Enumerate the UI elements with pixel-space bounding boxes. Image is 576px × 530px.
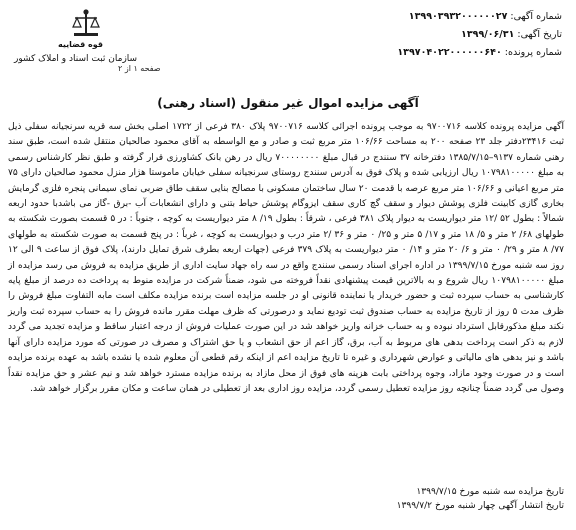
page-indicator: صفحه ۱ از ۲ [118,64,161,73]
file-number: ۱۳۹۷۰۴۰۲۲۰۰۰۰۰۰۶۴۰ [397,47,502,58]
ad-number-label: شماره آگهی: [510,11,562,22]
file-number-label: شماره پرونده: [504,47,562,58]
organization-logo [8,6,168,68]
document-body [8,120,564,397]
ad-date-label: تاریخ آگهی: [517,29,562,40]
ad-date: ۱۳۹۹/۰۶/۳۱ [461,29,515,40]
file-number-row [342,44,562,62]
document-footer [397,485,564,513]
auction-date-line: تاریخ مزایده سه شنبه مورخ ۱۳۹۹/۷/۱۵ [416,487,564,497]
organization-name: سازمان ثبت اسناد و املاک کشور [14,54,138,64]
ad-number-row [342,8,562,26]
body-paragraph: آگهی مزایده پرونده کلاسه ۹۷۰۰۷۱۶ به موجب پرونده اجرائی کلاسه ۹۷۰۰۷۱۶ پلاک ۳۸۰ فرعی از ۱۷۲۲ اصلی بخش سه قریه سرنجیانه سفلی ذیل ثبت ۲۳۴۱۶دفتر جلد ۲۳ صفحه ۲۰۰ به مساحت ۱۰۶/۶۶ متر مربع ثبت و صادر و مع الواسطه به آقای محمود صالحیان منتقل شده است، طبق سند رهنی شماره ۹۱۳۷–۱۳۸۵/۷/۱۵ دفترخانه ۳۷ سنندج در قبال مبلغ ۷۰۰۰۰۰۰۰۰ ریال در رهن بانک کشاورزی قرار گرفته و طبق نظر کارشناس رسمی به مبلغ ۱۰۷۹۸۱۰۰۰۰۰ ریال ارزیابی شده و پلاک فوق به آدرس سنندج روستای سرنجیانه سفلی خیابان ماموستا هژار منزل محمود صالحیان دارای ۷۵ متر مربع اعیانی و ۱۰۶/۶۶ متر مربع عرصه با قدمت ۲۰ سال ساختمان مسکونی با مصالح بنایی سقف طاق ضربی نمای سیمانی پنجره فلزی گرمایش بخاری گازی کابینت فلزی پوشش دیوار و سقف گچ کاری سقف ایزوگام پوشش حیاط بتنی و دارای انشعابات آب -برق -گاز می باشدبا حدود اربعه شمالاً : بطول ۵۲ /۱۲ متر دیواریست به دیوار پلاک ۳۸۱ فرعی ، شرقاً : بطول ۱۹/ ۸ متر دیواریست به کوچه ، جنوباً : در ۵ قسمت بصورت شکسته به طولهای ۶۸/ ۲ متر و ۵/ ۱۸ متر و ۱۷/ ۵ متر و ۲۵/ ۰ متر و ۳۶ /۲ متر درب و دیواریست به کوچه ، غرباً : در پنج قسمت به صورت شکسته به طولهای ۷۷/ ۸ متر و ۲۹/ ۰ متر و ۶/ ۲۰ متر و ۱۴/ ۰ متر دیواریست به پلاک ۳۷۹ فرعی (جهات اربعه بطرف شرق تمایل دارند)، پلاک فوق از ساعت ۹ الی ۱۲ روز سه شنبه مورخ ۱۳۹۹/۷/۱۵ در اداره اجرای اسناد رسمی سنندج واقع در سه راه جهاد سایت اداری از طریق مزایده به فروش می رسد مزایده از مبلغ ۱۰۷۹۸۱۰۰۰۰۰ ریال شروع و به بالاترین قیمت پیشنهادی نقداً فروخته می شود، ضمناً شرکت در مزایده منوط به پرداخت ده درصد از مبلغ پایه کارشناسی به حساب سپرده ثبت و حضور خریدار یا نماینده قانونی او در جلسه مزایده است برنده مزایده مکلف است مابه التفاوت مبلغ فروش را ظرف مدت ۵ روز از تاریخ مزایده به حساب صندوق ثبت تودیع نماید و درصورتی که ظرف مهلت مقرر مانده فروش را به حساب سپرده ثبت واریز نکند مبلغ مذکورقابل استرداد نبوده و به حساب خزانه واریز خواهد شد در این صورت عملیات فروش از درجه اعتبار ساقط و مزایده تجدید می گردد لازم به ذکر است پرداخت بدهی های مربوط به آب، برق، گاز اعم از حق انشعاب و یا حق اشتراک و مصرف در صورتی که مورد مزایده دارای آنها باشد و نیز بدهی های مالیاتی و عوارض شهرداری و غیره تا تاریخ مزایده اعم از اینکه رقم قطعی آن معلوم شده یا نشده باشد به عهده برنده مزایده است و در صورت وجود مازاد، وجوه پرداختی بابت هزینه های فوق از محل مازاد به برنده مزایده مسترد خواهد شد و نیم عشر و حق مزایده نقداً وصول می گردد ضمناً چنانچه روز مزایده تعطیل رسمی گردد، مزایده روز اداری بعد از تعطیلی در همان ساعت و مکان مقرر برگزار خواهد شد. [8,122,565,394]
logo-subtitle: قوه قضاییه [58,40,104,49]
judiciary-emblem-icon [68,6,104,42]
publish-date-line: تاریخ انتشار آگهی چهار شنبه مورخ ۱۳۹۹/۷/۲ [396,501,564,511]
header-info [342,8,562,62]
ad-number: ۱۳۹۹۰۳۹۳۲۰۰۰۰۰۰۲۷ [408,11,508,22]
document-title: آگهی مزایده اموال غیر منقول (اسناد رهنی) [157,96,419,110]
ad-date-row [342,26,562,44]
